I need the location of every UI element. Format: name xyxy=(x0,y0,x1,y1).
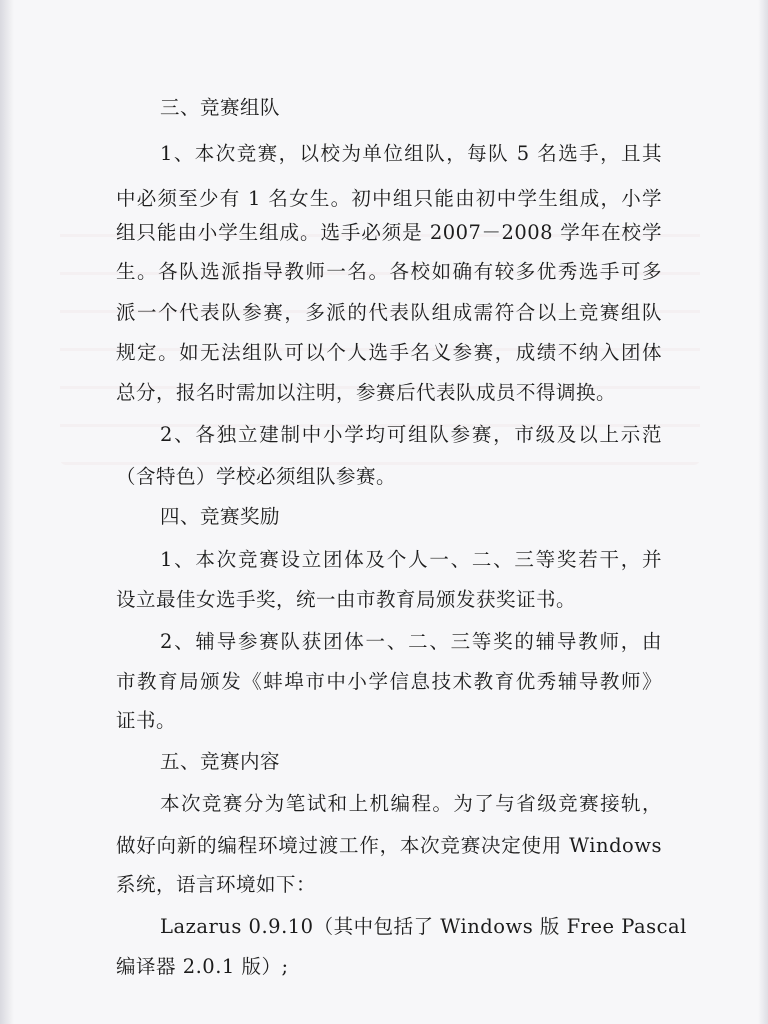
scan-edge-left xyxy=(0,0,14,1024)
paragraph-line: 组只能由小学生组成。选手必须是 2007－2008 学年在校学 xyxy=(116,221,662,244)
paragraph-line: 2、辅导参赛队获团体一、二、三等奖的辅导教师，由 xyxy=(160,630,662,653)
paragraph-line: 证书。 xyxy=(116,709,177,732)
paragraph-line: 中必须至少有 1 名女生。初中组只能由初中学生组成，小学 xyxy=(116,187,662,210)
section-heading-4: 四、竞赛奖励 xyxy=(160,505,281,528)
section-heading-3: 三、竞赛组队 xyxy=(160,96,281,119)
paragraph-line: 1、本次竞赛设立团体及个人一、二、三等奖若干，并 xyxy=(160,548,662,571)
paragraph-line: （含特色）学校必须组队参赛。 xyxy=(116,465,397,488)
paragraph-line: 派一个代表队参赛，多派的代表队组成需符合以上竞赛组队 xyxy=(116,301,662,324)
paragraph-line: 做好向新的编程环境过渡工作，本次竞赛决定使用 Windows xyxy=(116,834,662,857)
scan-edge-right xyxy=(758,0,768,1024)
paragraph-line: 2、各独立建制中小学均可组队参赛，市级及以上示范 xyxy=(160,423,662,446)
paragraph-line: 系统，语言环境如下： xyxy=(116,873,317,896)
paragraph-line: 编译器 2.0.1 版）; xyxy=(116,955,289,978)
paragraph-line: Lazarus 0.9.10（其中包括了 Windows 版 Free Pascal xyxy=(160,915,687,938)
paragraph-line: 规定。如无法组队可以个人选手名义参赛，成绩不纳入团体 xyxy=(116,341,662,364)
paragraph-line: 1、本次竞赛，以校为单位组队，每队 5 名选手，且其 xyxy=(160,142,662,165)
paragraph-line: 市教育局颁发《蚌埠市中小学信息技术教育优秀辅导教师》 xyxy=(116,670,662,693)
paragraph-line: 生。各队选派指导教师一名。各校如确有较多优秀选手可多 xyxy=(116,260,662,283)
paragraph-line: 总分，报名时需加以注明，参赛后代表队成员不得调换。 xyxy=(116,381,617,404)
paragraph-line: 本次竞赛分为笔试和上机编程。为了与省级竞赛接轨， xyxy=(160,792,662,815)
section-heading-5: 五、竞赛内容 xyxy=(160,750,281,773)
paragraph-line: 设立最佳女选手奖，统一由市教育局颁发获奖证书。 xyxy=(116,588,577,611)
